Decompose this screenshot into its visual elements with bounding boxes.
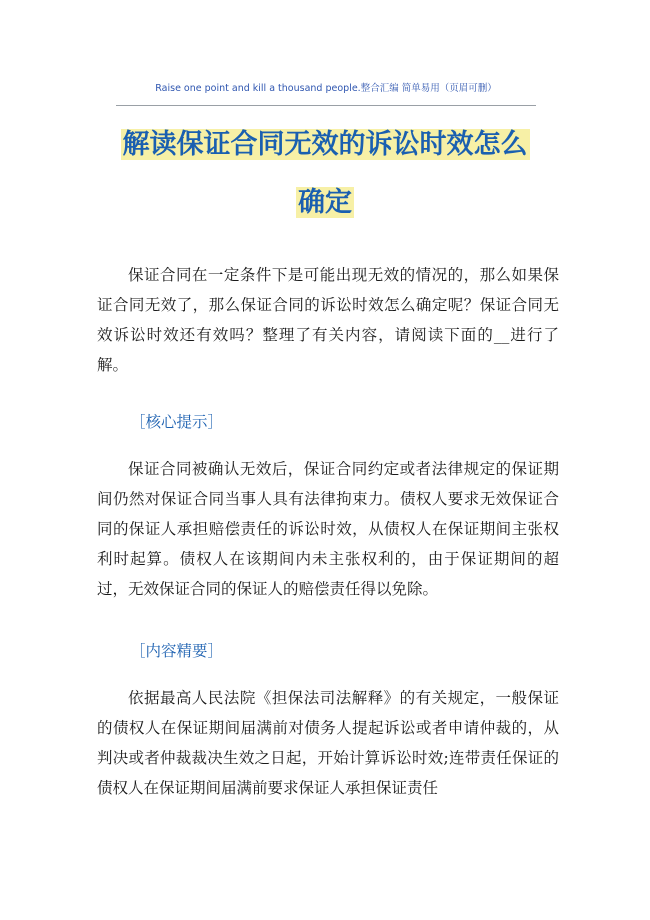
header-divider bbox=[116, 105, 536, 106]
document-title bbox=[92, 116, 558, 232]
intro-paragraph: 保证合同在一定条件下是可能出现无效的情况的，那么如果保证合同无效了，那么保证合同的诉讼时效怎么确定呢？保证合同无效诉讼时效还有效吗？整理了有关内容，请阅读下面的__进行了解。 bbox=[97, 266, 559, 374]
content-summary-paragraph: 依据最高人民法院《担保法司法解释》的有关规定，一般保证的债权人在保证期间届满前对债务人提起诉讼或者申请仲裁的，从判决或者仲裁裁决生效之日起，开始计算诉讼时效;连带责任保证的债权人在保证期间届满前要求保证人承担保证责任 bbox=[97, 689, 559, 797]
page-header: Raise one point and kill a thousand people.整合汇编 简单易用（页眉可删） bbox=[155, 83, 497, 94]
section-heading-content-summary: ［内容精要］ bbox=[130, 642, 224, 660]
section-heading-core-tip: ［核心提示］ bbox=[130, 413, 224, 431]
title-line-2: 确定 bbox=[298, 187, 352, 218]
core-tip-paragraph: 保证合同被确认无效后，保证合同约定或者法律规定的保证期间仍然对保证合同当事人具有法律拘束力。债权人要求无效保证合同的保证人承担赔偿责任的诉讼时效，从债权人在保证期间主张权利时起算。债权人在该期间内未主张权利的，由于保证期间的超过，无效保证合同的保证人的赔偿责任得以免除。 bbox=[97, 460, 559, 598]
title-line-1: 解读保证合同无效的诉讼时效怎么 bbox=[122, 129, 528, 160]
